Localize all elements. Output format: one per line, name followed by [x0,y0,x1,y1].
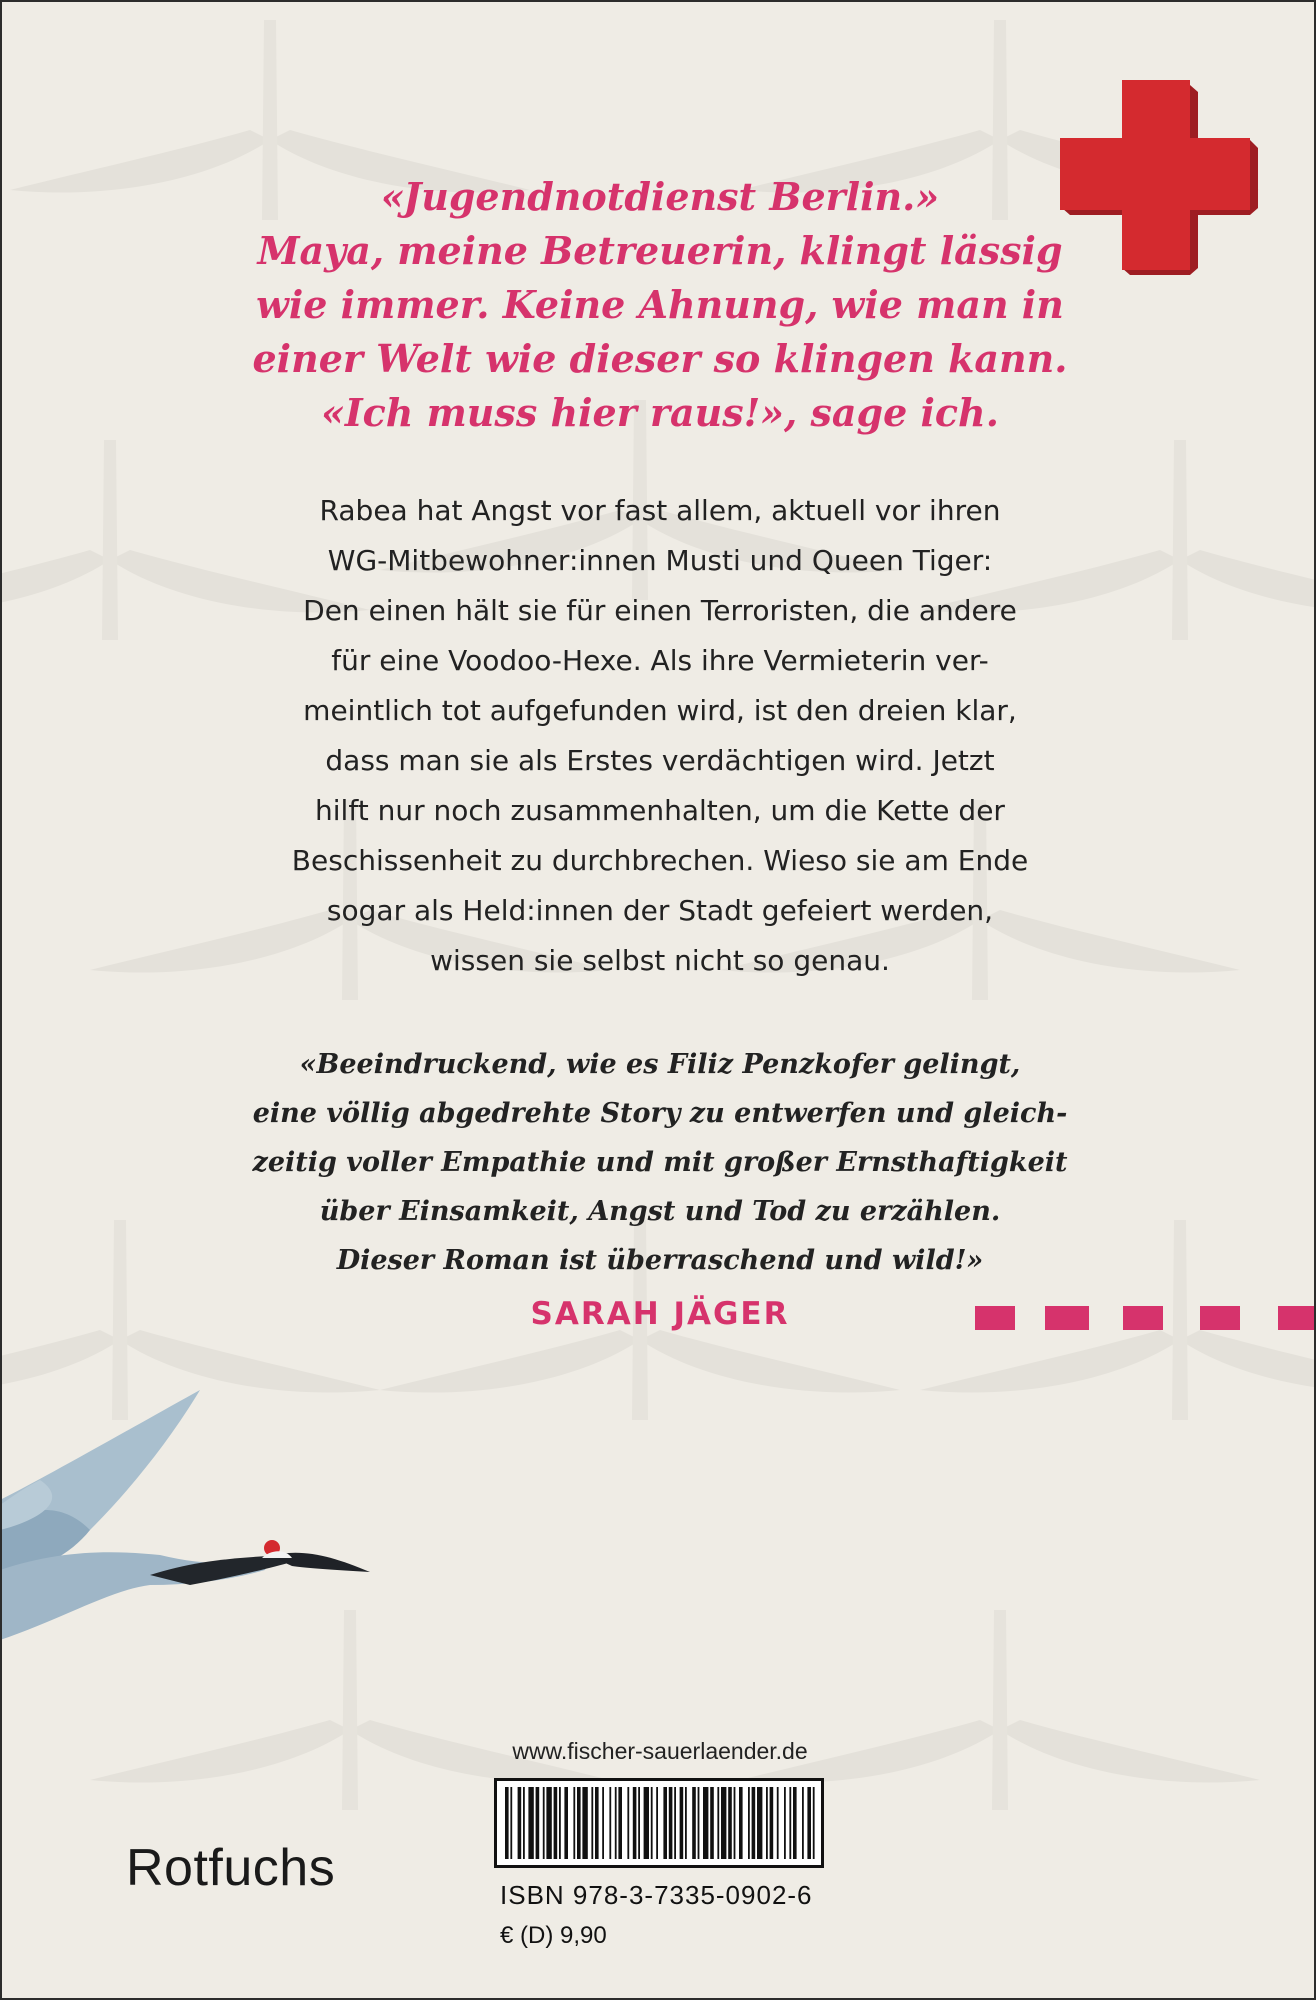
barcode-bar [698,1787,700,1859]
barcode-bar [564,1787,568,1859]
barcode-bar [680,1787,684,1859]
barcode-bar [543,1787,545,1859]
barcode-bar [559,1787,561,1859]
blurb-line: wissen sie selbst nicht so genau. [430,944,890,977]
review-quote [180,1040,1140,1285]
barcode-bar [595,1787,599,1859]
barcode-bar [674,1787,676,1859]
barcode-bar [734,1787,736,1859]
review-line: über Einsamkeit, Angst und Tod zu erzählen. [319,1196,1001,1227]
barcode-bar [802,1787,804,1859]
barcode-bar [813,1787,815,1859]
barcode-bar [591,1787,593,1859]
barcode-bar [789,1787,791,1859]
barcode-bar [602,1787,604,1859]
barcode-bar [770,1787,774,1859]
barcode-bar [656,1787,658,1859]
blurb-line: Beschissenheit zu durchbrechen. Wieso sie am Ende [291,844,1029,877]
reviewer-name: SARAH JÄGER [530,1296,790,1332]
top-quote-line: «Ich muss hier raus!», sage ich. [321,390,999,435]
blurb-line: für eine Voodoo-Hexe. Als ihre Vermieterin ver- [331,644,989,677]
barcode-bar [546,1787,551,1859]
barcode-bar [536,1787,540,1859]
barcode-icon [503,1787,815,1859]
barcode-bar [582,1787,587,1859]
barcode-bar [554,1787,558,1859]
crane-bird-icon [0,1380,380,1650]
barcode-bar [807,1787,811,1859]
top-quote-line: einer Welt wie dieser so klingen kann. [252,336,1068,381]
review-line: «Beeindruckend, wie es Filiz Penzkofer gelingt, [299,1049,1021,1080]
blurb-line: sogar als Held:innen der Stadt gefeiert werden, [326,894,994,927]
barcode-bar [721,1787,726,1859]
blurb-text [180,486,1140,986]
barcode-bar [505,1787,509,1859]
barcode-bar [757,1787,762,1859]
barcode-bar [728,1787,732,1859]
barcode-bar [518,1787,522,1859]
barcode-bar [638,1787,640,1859]
barcode-bar [528,1787,533,1859]
barcode-bar [692,1787,696,1859]
blurb-line: Den einen hält sie für einen Terroristen, die andere [303,594,1017,627]
top-quote-line: wie immer. Keine Ahnung, wie man in [256,282,1064,327]
review-line: zeitig voller Empathie und mit großer Ernsthaftigkeit [252,1147,1068,1178]
barcode-bar [748,1787,750,1859]
barcode-bar [766,1787,768,1859]
barcode-bar [573,1787,575,1859]
price: € (D) 9,90 [500,1922,607,1949]
barcode [494,1778,824,1868]
barcode-bar [703,1787,708,1859]
barcode-bar [710,1787,714,1859]
review-line: eine völlig abgedrehte Story zu entwerfen und gleich- [252,1098,1068,1129]
barcode-bar [609,1787,611,1859]
pink-dashes-decoration [975,1304,1316,1332]
barcode-bar [669,1787,673,1859]
barcode-bar [793,1787,797,1859]
blurb-line: meintlich tot aufgefunden wird, ist den dreien klar, [303,694,1017,727]
barcode-bar [777,1787,779,1859]
top-quote-line: Maya, meine Betreuerin, klingt lässig [257,228,1063,273]
review-line: Dieser Roman ist überraschend und wild!» [336,1245,984,1276]
barcode-bar [615,1787,617,1859]
publisher-logo: Rotfuchs [126,1839,336,1897]
barcode-bar [651,1787,653,1859]
barcode-bar [717,1787,719,1859]
barcode-bar [510,1787,512,1859]
barcode-bar [523,1787,525,1859]
isbn-number: ISBN 978-3-7335-0902-6 [500,1880,813,1910]
barcode-bar [752,1787,756,1859]
top-quote [180,170,1140,440]
barcode-bar [739,1787,743,1859]
barcode-bar [784,1787,786,1859]
barcode-bar [618,1787,622,1859]
blurb-line: WG-Mitbewohner:innen Musti und Queen Tiger: [327,544,993,577]
blurb-line: hilft nur noch zusammenhalten, um die Kette der [315,794,1005,827]
barcode-bar [627,1787,629,1859]
barcode-bar [577,1787,581,1859]
top-quote-line: «Jugendnotdienst Berlin.» [380,174,940,219]
blurb-line: dass man sie als Erstes verdächtigen wird. Jetzt [325,744,995,777]
publisher-url[interactable]: www.fischer-sauerlaender.de [512,1738,808,1764]
blurb-line: Rabea hat Angst vor fast allem, aktuell vor ihren [319,494,1001,527]
barcode-bar [633,1787,637,1859]
barcode-bar [663,1787,667,1859]
barcode-bar [644,1787,649,1859]
barcode-bar [685,1787,687,1859]
